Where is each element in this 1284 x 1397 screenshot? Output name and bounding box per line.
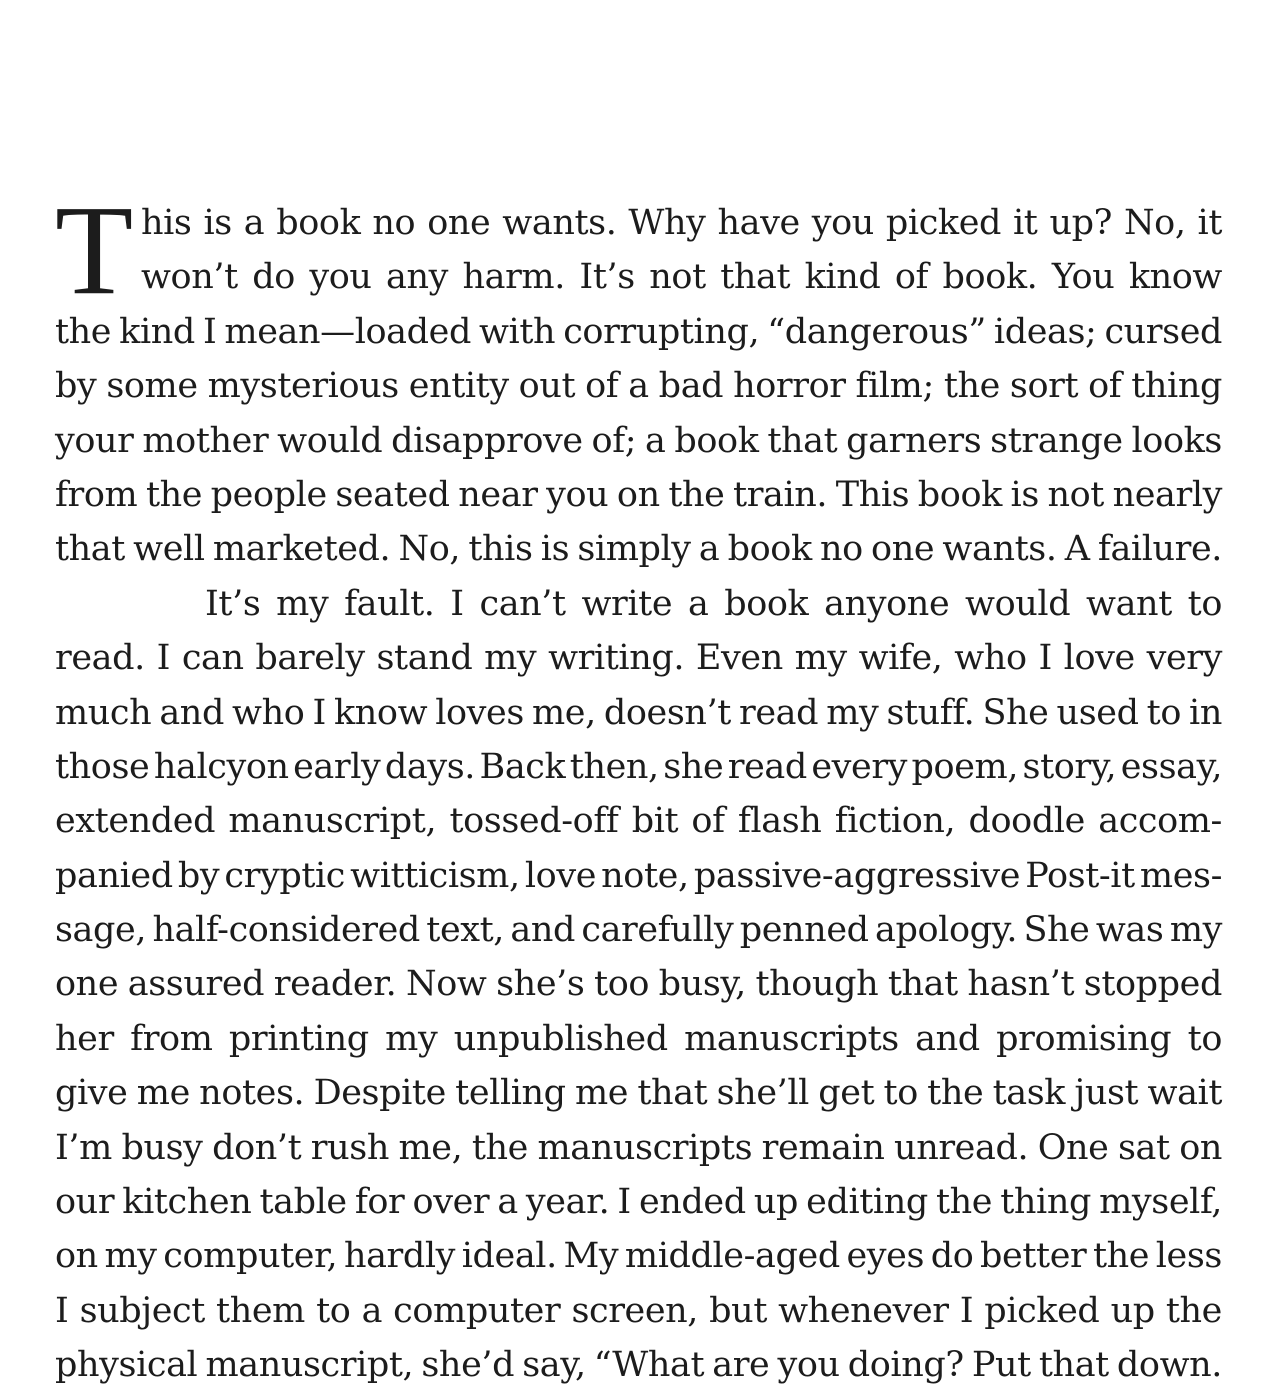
text-line: read. I can barely stand my writing. Even my wife, who I love very (55, 638, 1222, 679)
text-line: his is a book no one wants. Why have you picked it up? No, it (141, 203, 1222, 243)
drop-cap: T (55, 179, 133, 321)
text-line: I subject them to a computer screen, but whenever I picked up the (55, 1290, 1222, 1331)
paragraph-2 (55, 577, 1222, 1393)
text-line: much and who I know loves me, doesn’t read my stuff. She used to in (55, 692, 1222, 733)
text-line: by some mysterious entity out of a bad horror film; the sort of thing (55, 366, 1222, 407)
text-line: panied by cryptic witticism, love note, passive-aggressive Post-it mes- (55, 855, 1222, 896)
text-line: on my computer, hardly ideal. My middle-aged eyes do better the less (55, 1236, 1222, 1277)
text-line: won’t do you any harm. It’s not that kind of book. You know (141, 257, 1222, 298)
text-line: the kind I mean—loaded with corrupting, “dangerous” ideas; cursed (55, 311, 1223, 352)
text-line: sage, half-considered text, and carefully penned apology. She was my (55, 910, 1222, 951)
text-line: from the people seated near you on the train. This book is not nearly (55, 474, 1222, 515)
text-line: extended manuscript, tossed-off bit of flash fiction, doodle accom- (55, 801, 1222, 842)
book-page (55, 179, 1223, 1393)
text-line: I’m busy don’t rush me, the manuscripts remain unread. One sat on (55, 1127, 1223, 1168)
text-line: one assured reader. Now she’s too busy, though that hasn’t stopped (55, 964, 1222, 1005)
text-line: her from printing my unpublished manuscripts and promising to (55, 1018, 1222, 1059)
paragraph-1 (55, 179, 1223, 577)
text-line: physical manuscript, she’d say, “What are you doing? Put that down. (55, 1345, 1223, 1386)
text-line: your mother would disapprove of; a book that garners strange looks (55, 420, 1222, 461)
text-line: that well marketed. No, this is simply a book no one wants. A failure. (55, 529, 1223, 570)
text-line: those halcyon early days. Back then, she read every poem, story, essay, (55, 746, 1223, 787)
text-line: our kitchen table for over a year. I ended up editing the thing myself, (55, 1182, 1222, 1223)
text-line: It’s my fault. I can’t write a book anyone would want to (205, 583, 1222, 624)
text-line: give me notes. Despite telling me that she’ll get to the task just wait (55, 1073, 1222, 1114)
